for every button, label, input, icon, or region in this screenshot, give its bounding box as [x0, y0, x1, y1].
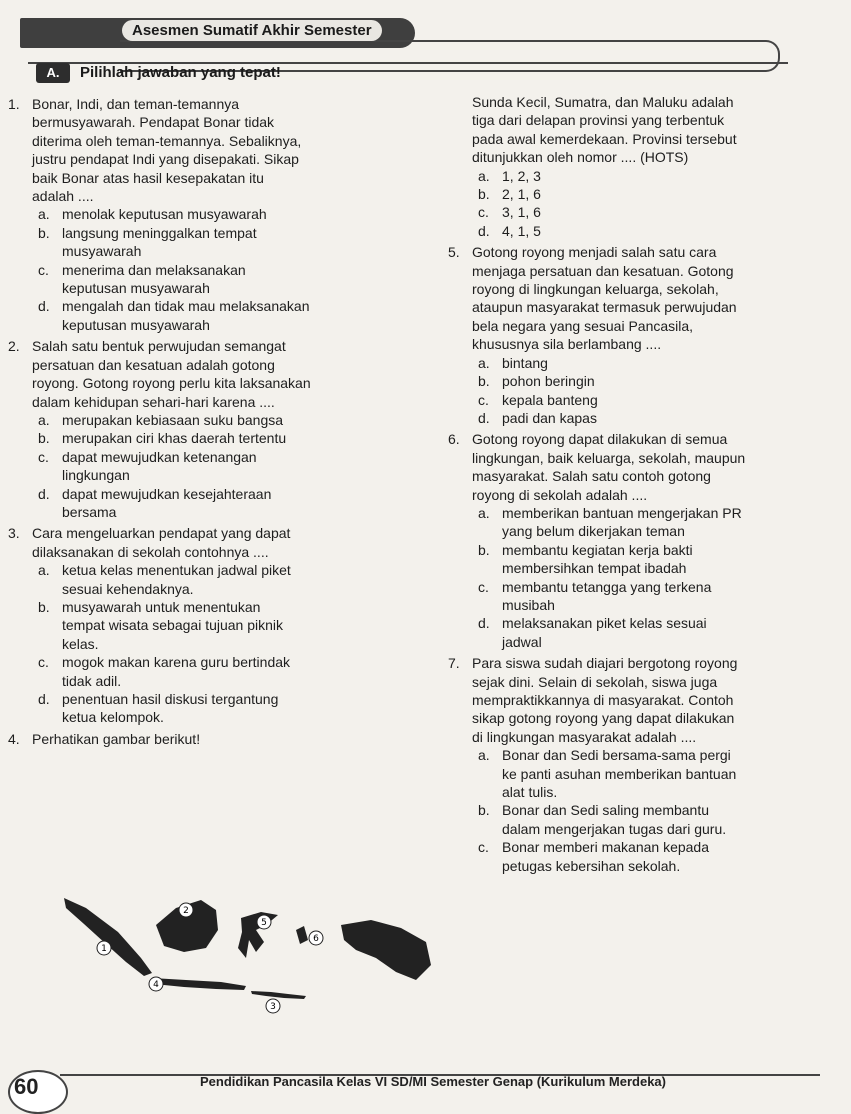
- question-text-line: royong. Gotong royong perlu kita laksanakan: [32, 375, 311, 392]
- option-letter: b.: [38, 224, 50, 241]
- option-text-line: 1, 2, 3: [502, 167, 541, 184]
- question-text-line: masyarakat. Salah satu contoh gotong: [472, 468, 711, 485]
- question-text-line: Bonar, Indi, dan teman-temannya: [32, 96, 240, 112]
- svg-text:4: 4: [153, 980, 159, 990]
- option-text-line: lingkungan: [62, 467, 130, 484]
- option-letter: a.: [478, 747, 490, 764]
- option-letter: b.: [38, 598, 50, 615]
- option-text-line: penentuan hasil diskusi tergantung: [62, 691, 279, 707]
- option-b[interactable]: [38, 224, 420, 261]
- option-text-line: 2, 1, 6: [502, 186, 541, 203]
- question-text-line: royong di lingkungan keluarga, sekolah,: [472, 281, 719, 298]
- option-text-line: yang belum dikerjakan teman: [502, 523, 685, 540]
- option-text-line: jadwal: [502, 633, 542, 650]
- option-text-line: bintang: [502, 354, 548, 371]
- option-letter: b.: [478, 541, 490, 558]
- map-marker-5: [257, 915, 271, 929]
- option-letter: d.: [478, 615, 490, 632]
- option-a[interactable]: [478, 746, 848, 801]
- left-column: [8, 95, 420, 751]
- question-text-line: Salah satu bentuk perwujudan semangat: [32, 338, 286, 355]
- option-letter: b.: [478, 802, 490, 819]
- option-d[interactable]: [38, 690, 420, 727]
- option-b[interactable]: [38, 598, 420, 653]
- question-text-line: pada awal kemerdekaan. Provinsi tersebut: [472, 130, 737, 147]
- question-number: 2.: [8, 338, 20, 355]
- option-text-line: Bonar memberi makanan kepada: [502, 839, 710, 856]
- question-text-line: menjaga persatuan dan kesatuan. Gotong: [472, 262, 734, 279]
- option-letter: c.: [38, 654, 49, 671]
- question-text-line: Para siswa sudah diajari bergotong royong: [472, 655, 738, 672]
- question-q4cont: [448, 93, 848, 240]
- option-text-line: ketua kelas menentukan jadwal piket: [62, 562, 291, 579]
- question-text-line: khususnya sila berlambang ....: [472, 336, 662, 353]
- map-maluku: [296, 926, 308, 944]
- option-text-line: kepala banteng: [502, 391, 598, 408]
- option-letter: c.: [478, 391, 489, 408]
- option-text-line: kelas.: [62, 635, 99, 652]
- question-number: 6.: [448, 431, 460, 448]
- right-column: [448, 93, 848, 878]
- question-text-line: justru pendapat Indi yang disepakati. Sikap: [32, 151, 299, 168]
- page-title: Asesmen Sumatif Akhir Semester: [122, 20, 382, 41]
- option-letter: a.: [478, 504, 490, 521]
- option-c[interactable]: [38, 448, 420, 485]
- svg-text:6: 6: [313, 934, 319, 944]
- question-q3: [8, 524, 420, 726]
- section-title: Pilihlah jawaban yang tepat!: [80, 64, 281, 81]
- option-text-line: tempat wisata sebagai tujuan piknik: [62, 617, 284, 634]
- option-text-line: keputusan musyawarah: [62, 280, 210, 297]
- map-sunda-kecil: [251, 991, 306, 999]
- option-text-line: 4, 1, 5: [502, 222, 541, 239]
- option-letter: c.: [478, 204, 489, 221]
- option-text-line: membantu tetangga yang terkena: [502, 578, 712, 595]
- question-text-line: sikap gotong royong yang dapat dilakukan: [472, 710, 735, 727]
- question-text-line: ditunjukkan oleh nomor .... (HOTS): [472, 149, 689, 166]
- option-d[interactable]: [38, 485, 420, 522]
- question-text-line: adalah ....: [32, 188, 94, 205]
- option-d[interactable]: [478, 614, 848, 651]
- option-text-line: memberikan bantuan mengerjakan PR: [502, 504, 742, 521]
- option-text-line: sesuai kehendaknya.: [62, 580, 194, 597]
- option-text-line: ke panti asuhan memberikan bantuan: [502, 765, 737, 782]
- question-q4: [8, 730, 420, 748]
- option-c[interactable]: [478, 391, 848, 409]
- question-q1: [8, 95, 420, 334]
- map-java: [152, 978, 246, 990]
- option-text-line: musibah: [502, 596, 555, 613]
- option-letter: d.: [478, 222, 490, 239]
- indonesia-map: [56, 870, 436, 1035]
- svg-text:2: 2: [183, 906, 189, 916]
- option-text-line: dapat mewujudkan ketenangan: [62, 448, 257, 465]
- question-text-line: persatuan dan kesatuan adalah gotong: [32, 356, 275, 373]
- option-d[interactable]: [478, 222, 848, 240]
- question-number: 7.: [448, 655, 460, 672]
- option-letter: a.: [38, 562, 50, 579]
- option-letter: b.: [38, 430, 50, 447]
- option-text-line: menerima dan melaksanakan: [62, 261, 246, 278]
- option-text-line: 3, 1, 6: [502, 204, 541, 221]
- option-letter: a.: [38, 206, 50, 223]
- question-number: 4.: [8, 730, 20, 747]
- option-letter: a.: [478, 354, 490, 371]
- question-text-line: Sunda Kecil, Sumatra, dan Maluku adalah: [472, 94, 734, 110]
- option-c[interactable]: [38, 653, 420, 690]
- option-b[interactable]: [38, 429, 420, 447]
- option-text-line: merupakan ciri khas daerah tertentu: [62, 430, 287, 447]
- option-letter: b.: [478, 186, 490, 203]
- question-q5: [448, 243, 848, 427]
- option-letter: c.: [478, 839, 489, 856]
- option-text-line: dalam mengerjakan tugas dari guru.: [502, 820, 727, 837]
- map-marker-1: [97, 941, 111, 955]
- option-c[interactable]: [478, 578, 848, 615]
- question-text-line: tiga dari delapan provinsi yang terbentuk: [472, 112, 725, 129]
- option-letter: c.: [38, 261, 49, 278]
- option-a[interactable]: [478, 167, 848, 185]
- option-text-line: Bonar dan Sedi saling membantu: [502, 802, 710, 819]
- question-text-line: baik Bonar atas hasil kesepakatan itu: [32, 169, 264, 186]
- option-a[interactable]: [38, 205, 420, 223]
- option-letter: a.: [38, 411, 50, 428]
- option-text-line: tidak adil.: [62, 672, 122, 689]
- question-number: 1.: [8, 96, 20, 112]
- option-d[interactable]: [38, 297, 420, 334]
- question-q2: [8, 337, 420, 521]
- option-text-line: keputusan musyawarah: [62, 316, 210, 333]
- option-letter: d.: [38, 691, 50, 707]
- option-text-line: membersihkan tempat ibadah: [502, 560, 687, 577]
- svg-text:1: 1: [101, 944, 107, 954]
- option-text-line: padi dan kapas: [502, 409, 597, 426]
- option-c[interactable]: [478, 838, 848, 875]
- map-papua: [341, 920, 431, 980]
- option-text-line: alat tulis.: [502, 784, 558, 801]
- question-text-line: dilaksanakan di sekolah contohnya ....: [32, 543, 269, 560]
- question-text-line: bermusyawarah. Pendapat Bonar tidak: [32, 114, 275, 131]
- option-text-line: membantu kegiatan kerja bakti: [502, 541, 693, 558]
- option-text-line: merupakan kebiasaan suku bangsa: [62, 411, 284, 428]
- option-letter: c.: [38, 448, 49, 465]
- option-a[interactable]: [478, 504, 848, 541]
- option-c[interactable]: [38, 261, 420, 298]
- option-text-line: menolak keputusan musyawarah: [62, 206, 267, 223]
- map-sumatra: [64, 898, 152, 976]
- option-letter: d.: [38, 485, 50, 502]
- option-text-line: musyawarah: [62, 243, 142, 260]
- question-q6: [448, 430, 848, 651]
- option-text-line: pohon beringin: [502, 373, 595, 390]
- option-text-line: musyawarah untuk menentukan: [62, 598, 261, 615]
- question-text-line: Gotong royong menjadi salah satu cara: [472, 244, 717, 261]
- option-text-line: dapat mewujudkan kesejahteraan: [62, 485, 272, 502]
- option-d[interactable]: [478, 409, 848, 427]
- question-text-line: mempraktikkannya di masyarakat. Contoh: [472, 692, 734, 708]
- question-number: 3.: [8, 525, 20, 542]
- question-text-line: diterima oleh teman-temannya. Sebaliknya,: [32, 132, 302, 149]
- option-b[interactable]: [478, 372, 848, 390]
- map-marker-3: [266, 999, 280, 1013]
- option-c[interactable]: [478, 203, 848, 221]
- option-a[interactable]: [478, 354, 848, 372]
- option-letter: d.: [38, 298, 50, 315]
- question-text-line: lingkungan, baik keluarga, sekolah, maupun: [472, 449, 746, 466]
- question-text-line: Gotong royong dapat dilakukan di semua: [472, 431, 728, 448]
- option-letter: b.: [478, 373, 490, 390]
- option-letter: d.: [478, 409, 490, 426]
- option-text-line: Bonar dan Sedi bersama-sama pergi: [502, 747, 731, 764]
- option-text-line: ketua kelompok.: [62, 709, 164, 726]
- question-text-line: dalam kehidupan sehari-hari karena ....: [32, 393, 275, 410]
- svg-text:3: 3: [270, 1002, 276, 1012]
- map-marker-6: [309, 931, 323, 945]
- option-letter: c.: [478, 578, 489, 595]
- question-text-line: di lingkungan masyarakat adalah ....: [472, 728, 697, 745]
- option-b[interactable]: [478, 801, 848, 838]
- option-b[interactable]: [478, 185, 848, 203]
- option-text-line: mengalah dan tidak mau melaksanakan: [62, 298, 310, 315]
- question-text-line: Perhatikan gambar berikut!: [32, 730, 201, 747]
- option-text-line: mogok makan karena guru bertindak: [62, 654, 291, 671]
- question-text-line: sejak dini. Selain di sekolah, siswa juga: [472, 673, 718, 690]
- map-marker-2: [179, 903, 193, 917]
- option-text-line: bersama: [62, 503, 117, 520]
- question-text-line: bela negara yang sesuai Pancasila,: [472, 317, 694, 334]
- option-text-line: langsung meninggalkan tempat: [62, 224, 257, 241]
- option-a[interactable]: [38, 561, 420, 598]
- page-number: 60: [14, 1074, 39, 1099]
- option-a[interactable]: [38, 411, 420, 429]
- option-text-line: melaksanakan piket kelas sesuai: [502, 615, 707, 632]
- question-text-line: royong di sekolah adalah ....: [472, 486, 648, 503]
- question-text-line: ataupun masyarakat termasuk perwujudan: [472, 299, 737, 316]
- option-text-line: petugas kebersihan sekolah.: [502, 857, 681, 874]
- question-q7: [448, 654, 848, 875]
- map-marker-4: [149, 977, 163, 991]
- svg-text:5: 5: [261, 918, 267, 928]
- question-number: 5.: [448, 244, 460, 261]
- question-text-line: Cara mengeluarkan pendapat yang dapat: [32, 525, 291, 542]
- footer-text: Pendidikan Pancasila Kelas VI SD/MI Semester Genap (Kurikulum Merdeka): [200, 1074, 666, 1089]
- option-letter: a.: [478, 167, 490, 184]
- section-badge: A.: [36, 63, 70, 83]
- option-b[interactable]: [478, 541, 848, 578]
